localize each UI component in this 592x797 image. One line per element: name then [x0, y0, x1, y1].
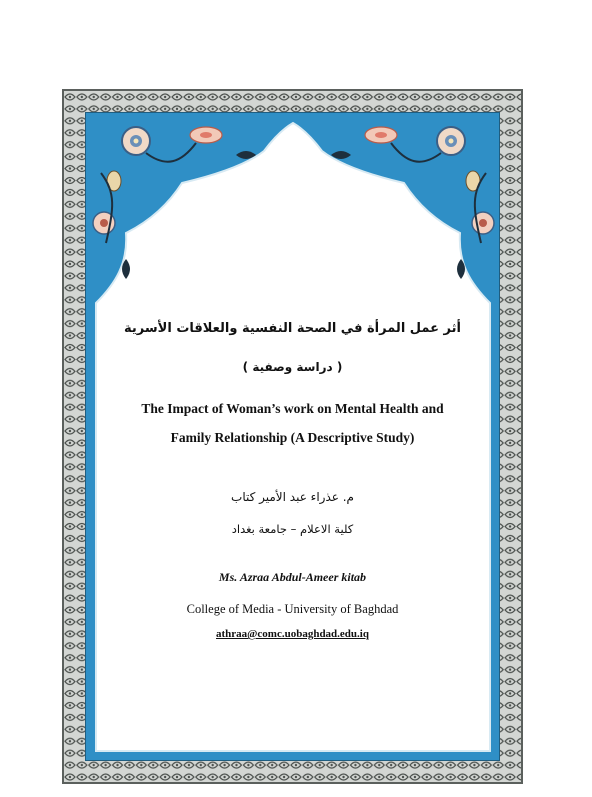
arabic-author: م. عذراء عبد الأمير كتاب: [231, 490, 354, 504]
arabic-affiliation: كلية الاعلام – جامعة بغداد: [231, 522, 354, 536]
email-link[interactable]: athraa@comc.uobaghdad.edu.iq: [216, 628, 369, 640]
english-title-line1: The Impact of Woman’s work on Mental Health and: [141, 401, 444, 416]
english-affiliation: College of Media - University of Baghdad: [186, 602, 399, 616]
arabic-subtitle: ( دراسة وصفية ): [242, 360, 343, 374]
english-title-line2: Family Relationship (A Descriptive Study): [170, 430, 415, 445]
cover-content: [62, 89, 523, 784]
arabic-title: أثر عمل المرأة في الصحة النفسية والعلاقات الأسرية: [124, 321, 461, 336]
english-author: Ms. Azraa Abdul-Ameer kitab: [218, 570, 367, 584]
